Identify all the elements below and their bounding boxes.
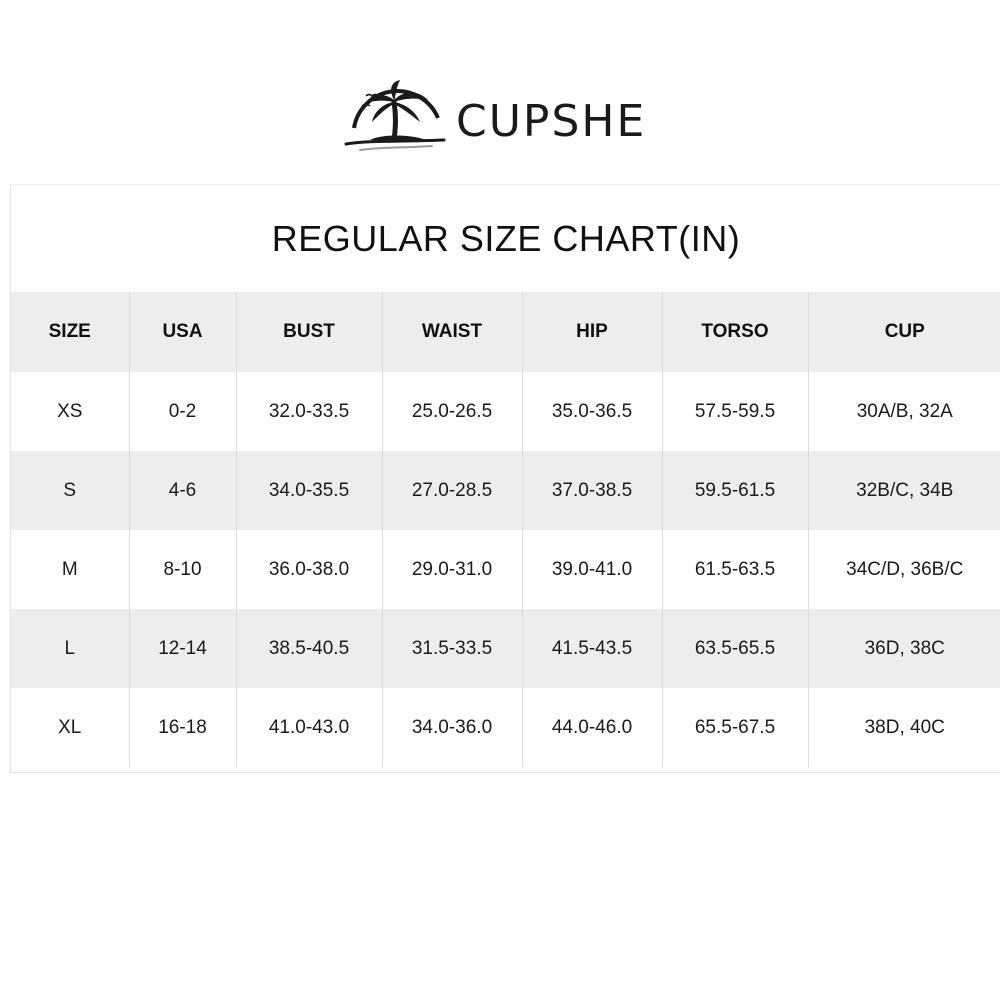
cell-usa: 0-2: [129, 372, 236, 451]
table-row: [11, 372, 1000, 451]
table-row: [11, 688, 1000, 767]
cell-hip: 35.0-36.5: [522, 372, 662, 451]
cell-cup: 32B/C, 34B: [856, 479, 954, 501]
table-row: [11, 530, 1000, 609]
size-chart-panel: [10, 184, 1000, 773]
cell-usa: 4-6: [129, 451, 236, 530]
cell-waist: 25.0-26.5: [382, 372, 522, 451]
cell-size: XL: [11, 688, 129, 767]
cell-bust: 36.0-38.0: [236, 530, 382, 609]
cell-hip: 41.5-43.5: [522, 609, 662, 688]
cell-cup: 36D, 38C: [864, 637, 945, 659]
cell-usa: 12-14: [129, 609, 236, 688]
cell-hip: 44.0-46.0: [522, 688, 662, 767]
size-table: [11, 292, 1000, 767]
table-row: [11, 609, 1000, 688]
cell-usa: 16-18: [129, 688, 236, 767]
brand-name: CUPSHE: [456, 96, 647, 147]
chart-title: REGULAR SIZE CHART(IN): [271, 218, 741, 259]
cell-cup: 34C/D, 36B/C: [846, 558, 964, 580]
column-header-usa: USA: [129, 292, 236, 372]
cell-size: L: [11, 609, 129, 688]
column-header-bust: BUST: [236, 292, 382, 372]
cell-torso: 59.5-61.5: [662, 451, 808, 530]
column-header-waist: WAIST: [382, 292, 522, 372]
cell-cup: 38D, 40C: [864, 716, 945, 738]
brand-logo: [340, 78, 670, 158]
cell-bust: 41.0-43.0: [236, 688, 382, 767]
cell-torso: 65.5-67.5: [662, 688, 808, 767]
column-header-cup: CUP: [884, 321, 925, 342]
cell-waist: 34.0-36.0: [382, 688, 522, 767]
cell-size: M: [11, 530, 129, 609]
column-header-torso: TORSO: [662, 292, 808, 372]
table-header-row: [11, 292, 1000, 372]
cell-torso: 63.5-65.5: [662, 609, 808, 688]
cell-size: XS: [11, 372, 129, 451]
cell-size: S: [11, 451, 129, 530]
cell-hip: 37.0-38.5: [522, 451, 662, 530]
cell-bust: 34.0-35.5: [236, 451, 382, 530]
cell-waist: 27.0-28.5: [382, 451, 522, 530]
palm-tree-island-icon: [340, 78, 452, 158]
cell-torso: 61.5-63.5: [662, 530, 808, 609]
cell-usa: 8-10: [129, 530, 236, 609]
cell-cup: 30A/B, 32A: [856, 400, 953, 422]
column-header-hip: HIP: [522, 292, 662, 372]
cell-torso: 57.5-59.5: [662, 372, 808, 451]
cell-hip: 39.0-41.0: [522, 530, 662, 609]
column-header-size: SIZE: [11, 292, 129, 372]
table-row: [11, 451, 1000, 530]
cell-bust: 38.5-40.5: [236, 609, 382, 688]
cell-bust: 32.0-33.5: [236, 372, 382, 451]
cell-waist: 31.5-33.5: [382, 609, 522, 688]
cell-waist: 29.0-31.0: [382, 530, 522, 609]
